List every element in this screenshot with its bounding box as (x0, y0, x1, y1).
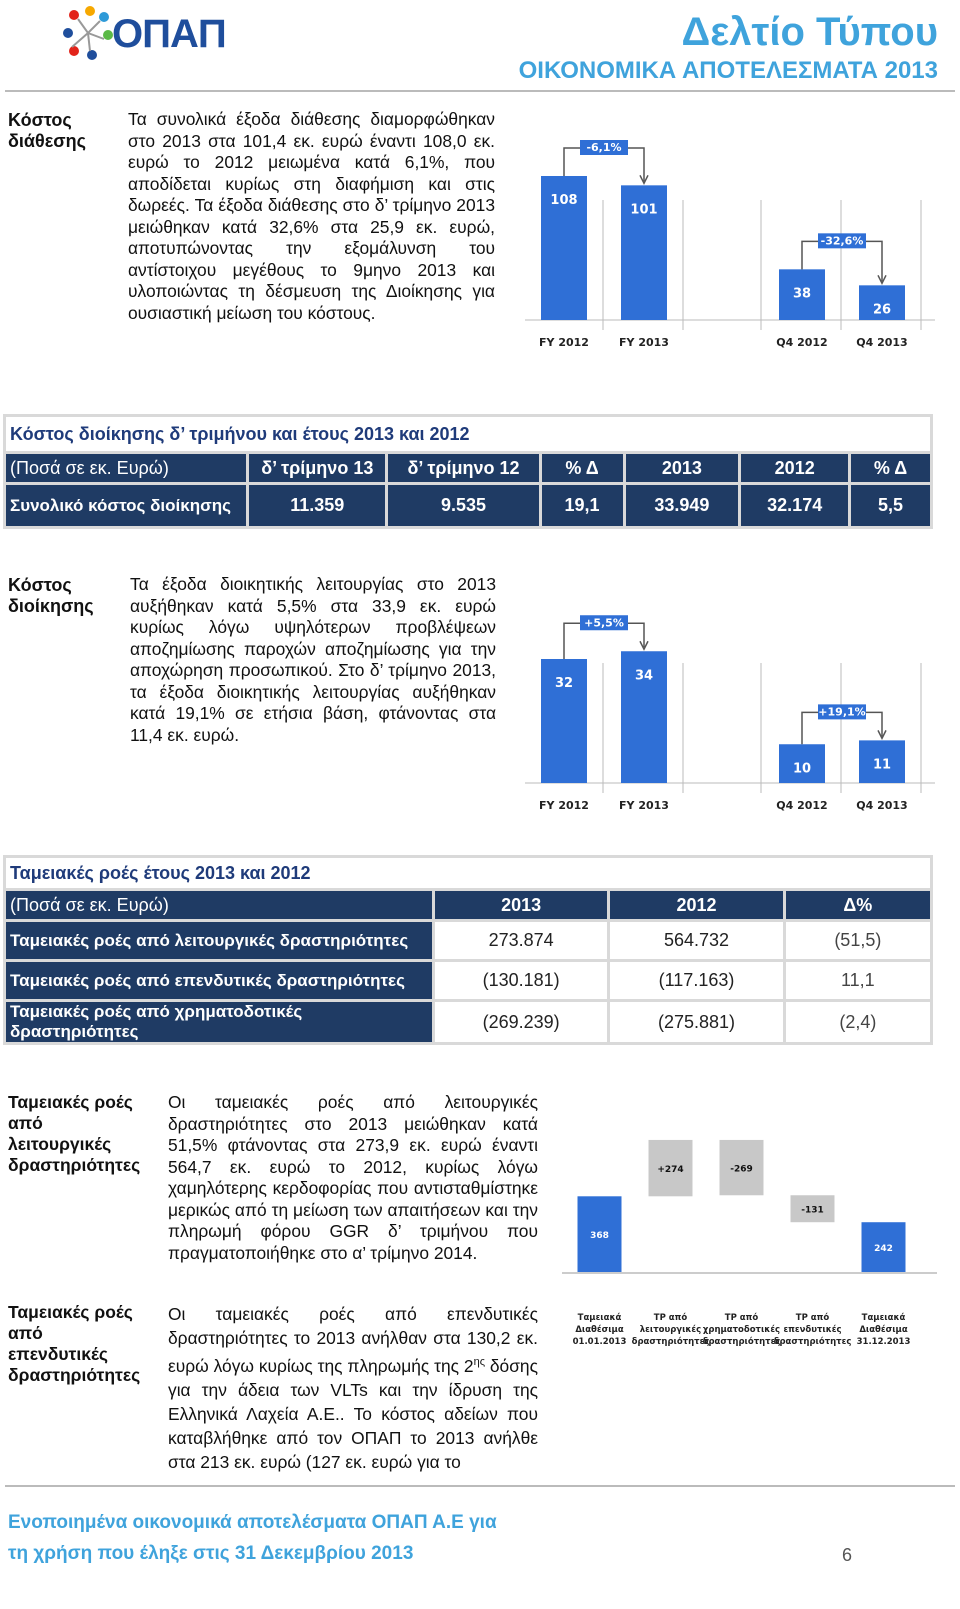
x-tick-label: δραστηριότητες (702, 1337, 781, 1347)
label-line: από (8, 1323, 43, 1343)
cash-inv-text-a: Οι ταμειακές ροές από επενδυτικές δραστηριότητες το 2013 ανήλθαν στα 130,2 εκ. ευρώ λόγω κυρίως της πληρωμής της 2 (168, 1304, 538, 1376)
cash-inv-superscript: ης (473, 1356, 485, 1368)
table-cell: 11,1 (784, 961, 931, 1001)
label-line: λειτουργικές (8, 1134, 112, 1154)
x-tick-label: επενδυτικές (783, 1325, 842, 1335)
press-release-subtitle: ΟΙΚΟΝΟΜΙΚΑ ΑΠΟΤΕΛΕΣΜΑΤΑ 2013 (518, 57, 938, 84)
table-cell: 273.874 (433, 921, 608, 961)
table-cell: 9.535 (387, 484, 540, 528)
table-cell: (130.181) (433, 961, 608, 1001)
selling-cost-chart (525, 120, 935, 360)
cash-inv-text (168, 1302, 538, 1474)
x-tick-label: Q4 2012 (776, 336, 828, 349)
label-line: Κόστος (8, 575, 72, 595)
selling-cost-chart-svg (525, 120, 935, 360)
column-header: δ’ τρίμηνο 13 (248, 453, 387, 484)
cash-waterfall-chart-svg (562, 1120, 937, 1355)
column-header: % Δ (540, 453, 624, 484)
x-tick-label: Ταμειακά (861, 1313, 906, 1323)
cash-inv-text-b: δόσης για την άδεια των VLTs και την ίδρυση της Ελληνικά Λαχεία Α.Ε.. Το κόστος αδείων που καταβλήθηκε από τον ΟΠΑΠ το 2013 ανήλθε στα 213 εκ. ευρώ (127 εκ. ευρώ για το (168, 1355, 538, 1472)
column-header: δ’ τρίμηνο 12 (387, 453, 540, 484)
bar-value-label: 368 (590, 1231, 609, 1242)
x-tick-label: FY 2012 (539, 799, 589, 812)
bar-value-label: -269 (730, 1164, 753, 1175)
footer-divider (5, 1485, 955, 1487)
x-tick-label: 01.01.2013 (572, 1337, 627, 1347)
table-caption: Κόστος διοίκησης δ’ τριμήνου και έτους 2013 και 2012 (5, 416, 932, 453)
table-cell: 19,1 (540, 484, 624, 528)
x-tick-label: χρηματοδοτικές (702, 1325, 781, 1335)
label-line: διάθεσης (8, 131, 86, 151)
label-line: Ταμειακές ροές (8, 1302, 133, 1322)
cash-ops-label (8, 1092, 140, 1176)
x-tick-label: Q4 2013 (856, 799, 908, 812)
admin-cost-text: Τα έξοδα διοικητικής λειτουργίας στο 2013 αυξήθηκαν κατά 5,5% στα 33,9 εκ. ευρώ κυρίως λόγω υψηλότερων προβλέψεων αποζημίωσης παροχών αποζημίωσης για την αποχώρηση προσωπικού. Στο δ’ τρίμηνο 2013, τα έξοδα διοικητικής λειτουργίας αυξήθηκαν κατά 19,1% σε ετήσια βάση, φτάνοντας στα 11,4 εκ. ευρώ. (130, 574, 496, 745)
table-row (5, 484, 932, 528)
bar-value-label: 242 (874, 1244, 893, 1255)
table-cell: (269.239) (433, 1001, 608, 1044)
admin-cost-table (3, 414, 933, 529)
label-line: από (8, 1113, 43, 1133)
label-line: δραστηριότητες (8, 1365, 141, 1385)
column-header: Δ% (784, 890, 931, 921)
footer-line-1: Ενοποιημένα οικονομικά αποτελέσματα ΟΠΑΠ Α.Ε για (8, 1512, 497, 1533)
x-tick-label: FY 2013 (619, 336, 669, 349)
press-release-title: Δελτίο Τύπου (681, 10, 938, 54)
x-tick-label: ΤΡ από (653, 1313, 688, 1323)
selling-cost-label (8, 110, 86, 152)
cash-flow-table (3, 855, 933, 1045)
table-cell: 564.732 (609, 921, 784, 961)
column-header: % Δ (850, 453, 932, 484)
x-tick-label: ΤΡ από (795, 1313, 830, 1323)
x-tick-label: δραστηριότητες (631, 1337, 710, 1347)
column-header: 2013 (433, 890, 608, 921)
selling-cost-text: Τα συνολικά έξοδα διάθεσης διαμορφώθηκαν στο 2013 στα 101,4 εκ. ευρώ έναντι 108,0 εκ. ευρώ το 2012 μειωμένα κατά 6,1%, που αποδίδεται κυρίως στη διαφήμιση και στις δωρεές. Τα έξοδα διάθεσης στο δ’ τρίμηνο 2013 μειώθηκαν κατά 32,6% στα 25,9 εκ. ευρώ, αποτυπώνοντας την εξομάλυνση του αντίστοιχου μεγέθους το 9μηνο 2013 και υλοποιώντας τη δέσμευση της Διοίκησης για ουσιαστική μείωση του κόστους. (128, 109, 495, 323)
bar-value-label: 34 (634, 668, 654, 684)
bar-value-label: 108 (550, 193, 578, 208)
change-label: +19,1% (818, 705, 866, 719)
table-row (5, 1001, 932, 1044)
page-number: 6 (842, 1545, 853, 1565)
table-cell: 32.174 (740, 484, 850, 528)
cash-waterfall-chart (562, 1120, 937, 1355)
x-tick-label: FY 2013 (619, 799, 669, 812)
table-cell: 33.949 (624, 484, 740, 528)
x-tick-label: Διαθέσιμα (859, 1325, 908, 1335)
label-line: διοίκησης (8, 596, 94, 616)
label-line: Ταμειακές ροές (8, 1092, 133, 1112)
table-row (5, 961, 932, 1001)
cash-inv-label (8, 1302, 140, 1386)
cash-ops-text: Οι ταμειακές ροές από λειτουργικές δραστηριότητες στο 2013 μειώθηκαν κατά 51,5% φτάνοντας στα 273,9 εκ. ευρώ έναντι 564,7 εκ. ευρώ το 2012, κυρίως λόγω χαμηλότερης κερδοφορίας που αντισταθμίστηκε μερικώς από τη μείωση των απαιτήσεων και την πληρωμή φόρου GGR δ’ τριμήνου που πραγματοποιήθηκε στο α’ τρίμηνο 2014. (168, 1092, 538, 1263)
table-cell: (117.163) (609, 961, 784, 1001)
table-cell: 11.359 (248, 484, 387, 528)
admin-cost-label (8, 575, 94, 617)
bar-value-label: 26 (872, 302, 892, 318)
table-caption: Ταμειακές ροές έτους 2013 και 2012 (5, 857, 932, 890)
x-tick-label: Διαθέσιμα (575, 1325, 624, 1335)
column-header: 2013 (624, 453, 740, 484)
footer-line-2: τη χρήση που έληξε στις 31 Δεκεμβρίου 2013 (8, 1543, 414, 1564)
bar-value-label: 32 (554, 676, 574, 691)
x-tick-label: Ταμειακά (577, 1313, 622, 1323)
row-label: Ταμειακές ροές από λειτουργικές δραστηριότητες (5, 921, 434, 961)
bar-value-label: +274 (657, 1165, 684, 1176)
label-line: Κόστος (8, 110, 72, 130)
change-label: -6,1% (586, 141, 622, 154)
x-tick-label: Q4 2013 (856, 336, 908, 349)
column-header: (Ποσά σε εκ. Ευρώ) (5, 453, 248, 484)
label-line: επενδυτικές (8, 1344, 108, 1364)
table-cell: 5,5 (850, 484, 932, 528)
bar-value-label: 10 (792, 761, 812, 777)
row-label: Συνολικό κόστος διοίκησης (5, 484, 248, 528)
header-divider (5, 90, 955, 92)
table-cell: (2,4) (784, 1001, 931, 1044)
table-cell: (275.881) (609, 1001, 784, 1044)
logo-wordmark: ΟΠΑΠ (112, 12, 226, 56)
bar-value-label: 101 (630, 202, 658, 218)
row-label: Ταμειακές ροές από χρηματοδοτικές δραστηριότητες (5, 1001, 434, 1044)
admin-cost-chart-svg (525, 588, 935, 823)
x-tick-label: λειτουργικές (639, 1325, 702, 1335)
column-header: 2012 (609, 890, 784, 921)
bar-value-label: 11 (872, 757, 892, 773)
x-tick-label: FY 2012 (539, 336, 589, 349)
column-header: 2012 (740, 453, 850, 484)
x-tick-label: 31.12.2013 (856, 1337, 911, 1347)
table-cell: (51,5) (784, 921, 931, 961)
bar-value-label: 38 (792, 286, 812, 302)
x-tick-label: ΤΡ από (724, 1313, 759, 1323)
change-label: -32,6% (820, 234, 864, 248)
opap-logo-icon (60, 5, 120, 65)
bar-value-label: -131 (801, 1205, 824, 1216)
change-label: +5,5% (584, 616, 624, 630)
table-row (5, 921, 932, 961)
admin-cost-chart (525, 588, 935, 823)
label-line: δραστηριότητες (8, 1155, 141, 1175)
row-label: Ταμειακές ροές από επενδυτικές δραστηριότητες (5, 961, 434, 1001)
x-tick-label: δραστηριότητες (773, 1337, 852, 1347)
x-tick-label: Q4 2012 (776, 799, 828, 812)
column-header: (Ποσά σε εκ. Ευρώ) (5, 890, 434, 921)
